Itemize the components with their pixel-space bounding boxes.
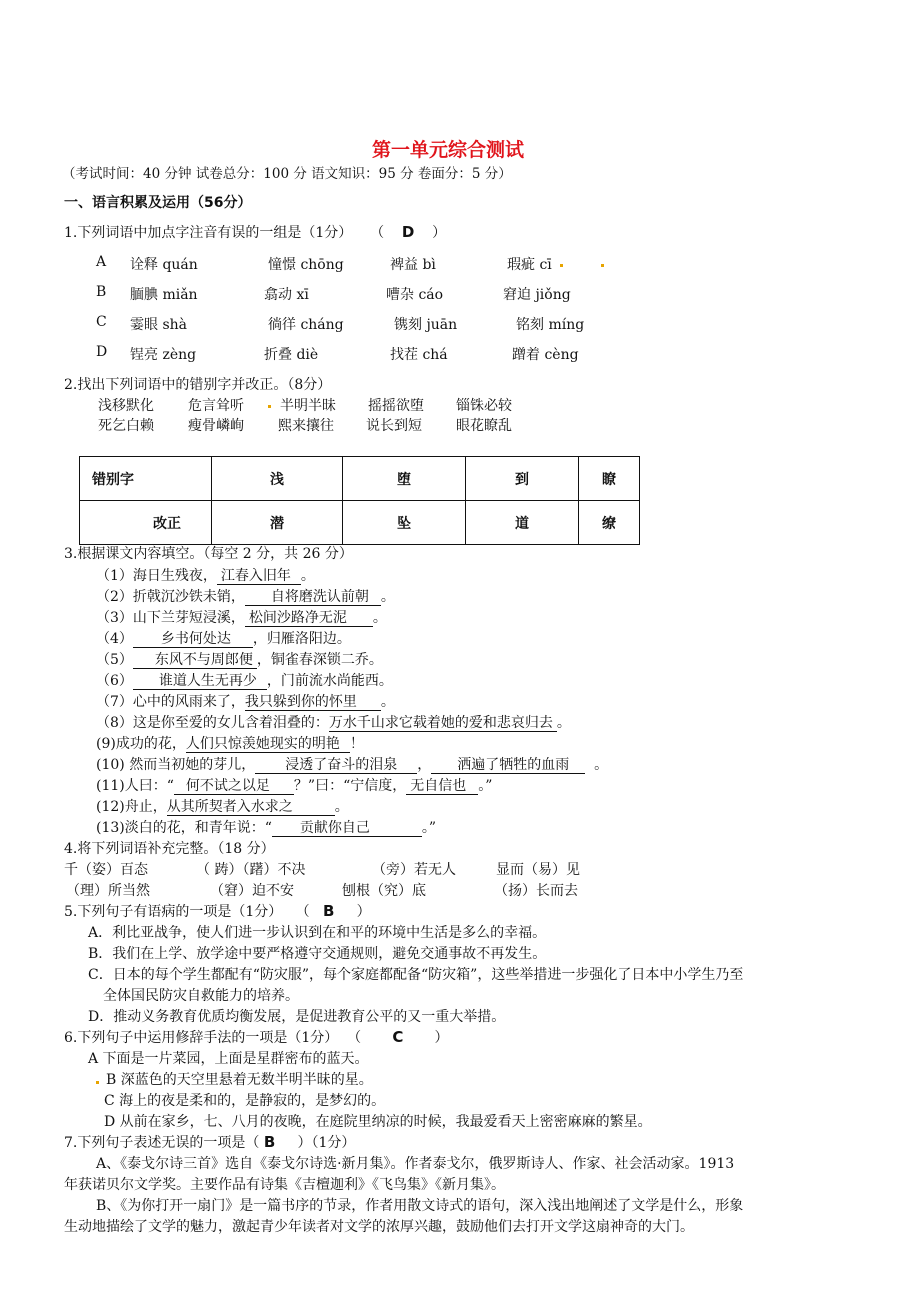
- q4-word: （旁）若无人: [372, 862, 456, 878]
- q1-option-item: 憧憬 chōng: [268, 257, 344, 273]
- q6-stem: 6.下列句子中运用修辞手法的一项是（1分） （ C ）: [64, 1028, 449, 1046]
- q2-word: 摇摇欲堕: [368, 398, 424, 414]
- q2-word: 锱铢必较: [456, 398, 512, 414]
- q4-word: （ 踌）（躇）不决: [196, 862, 306, 878]
- q2-word: 说长到短: [366, 418, 422, 434]
- q4-word: （窘）迫不安: [210, 883, 294, 899]
- table-cell: 浅: [212, 457, 343, 501]
- q3-item: (10) 然而当初她的芽儿， 浸透了奋斗的泪泉 ， 洒遍了牺牲的血雨 。: [96, 757, 609, 773]
- q5-option: 全体国民防灾自救能力的培养。: [103, 988, 299, 1004]
- q3-item: (11)人曰：“ 何不试之以足 ？”曰：“宁信度， 无自信也 。”: [96, 778, 493, 794]
- q2-word: 半明半昧: [280, 398, 336, 414]
- q1-option-item: 徜徉 cháng: [268, 317, 344, 333]
- q2-word: 熙来攘往: [278, 418, 334, 434]
- q1-option-item: 找茬 chá: [390, 347, 448, 363]
- q1-option-item: 锃亮 zèng: [130, 347, 197, 363]
- q7-line: B、《为你打开一扇门》是一篇书序的节录，作者用散文诗式的语句，深入浅出地阐述了文学是什么，形象: [96, 1198, 744, 1214]
- q7-line: A、《泰戈尔诗三首》选自《泰戈尔诗选·新月集》。作者泰戈尔，俄罗斯诗人、作家、社会活动家。1913: [96, 1156, 735, 1172]
- mark-dot: [96, 1081, 99, 1084]
- q1-option-item: 蹭着 cèng: [512, 347, 579, 363]
- q1-option-label: C: [96, 314, 107, 330]
- q4-word: （理）所当然: [66, 883, 150, 899]
- q2-word: 危言耸听: [188, 398, 244, 414]
- q6-option: A 下面是一片菜园，上面是星群密布的蓝天。: [88, 1051, 369, 1067]
- q1-option-item: 霎眼 shà: [130, 317, 187, 333]
- q4-word: 千（姿）百态: [64, 862, 148, 878]
- q6-option: D 从前在家乡，七、八月的夜晚，在庭院里纳凉的时候，我最爱看天上密密麻麻的繁星。: [104, 1114, 652, 1130]
- q1-answer: D: [401, 223, 415, 241]
- q4-stem: 4.将下列词语补充完整。（18 分）: [64, 841, 275, 857]
- exam-info: （考试时间：40 分钟 试卷总分：100 分 语文知识：95 分 卷面分：5 分）: [62, 166, 512, 182]
- q1-option-item: 诠释 quán: [130, 257, 198, 273]
- q1-option-item: 腼腆 miǎn: [130, 287, 198, 303]
- q5-option: A．利比亚战争，使人们进一步认识到在和平的环境中生活是多么的幸福。: [88, 925, 547, 941]
- q3-item: （8）这是你至爱的女儿含着泪叠的：万水千山求它载着她的爱和悲哀归去 。: [96, 715, 571, 731]
- table-cell: 缭: [579, 501, 640, 545]
- q1-option-label: B: [96, 284, 107, 300]
- q3-item: （4） 乡书何处达 ，归雁洛阳边。: [96, 631, 351, 647]
- table-cell: 堕: [343, 457, 466, 501]
- table-row: [80, 501, 640, 545]
- q1-option-label: D: [96, 344, 108, 360]
- mark-dot: [601, 264, 604, 267]
- table-cell: 道: [466, 501, 579, 545]
- q5-stem: 5.下列句子有语病的一项是（1分） （ B ）: [64, 902, 371, 920]
- q1-option-item: 窘迫 jiǒng: [503, 287, 571, 303]
- q4-word: 显而（易）见: [496, 862, 580, 878]
- q3-item: （5） 东风不与周郎便 ，铜雀春深锁二乔。: [96, 652, 383, 668]
- table-cell: 瞭: [579, 457, 640, 501]
- q3-item: (13)淡白的花，和青年说：“ 贡献你自己 。”: [96, 820, 437, 836]
- mark-dot: [560, 264, 563, 267]
- q2-word: 浅移默化: [98, 398, 154, 414]
- q3-item: （7）心中的风雨来了，我只躲到你的怀里 。: [96, 694, 395, 710]
- q1-option-item: 翕动 xī: [264, 287, 309, 303]
- table-cell: 改正: [80, 501, 212, 545]
- q7-line: 年获诺贝尔文学奖。主要作品有诗集《吉檀迦利》《飞鸟集》《新月集》。: [64, 1177, 505, 1193]
- q5-answer: B: [322, 902, 335, 920]
- mark-dot: [268, 405, 271, 408]
- q6-answer: C: [392, 1028, 404, 1046]
- q1-option-label: A: [96, 254, 107, 270]
- q1-option-item: 裨益 bì: [390, 257, 436, 273]
- q7-answer: B: [263, 1133, 276, 1151]
- q5-option: B．我们在上学、放学途中要严格遵守交通规则，避免交通事故不再发生。: [88, 946, 547, 962]
- q2-stem: 2.找出下列词语中的错别字并改正。（8分）: [64, 377, 332, 393]
- q4-word: 刨根（究）底: [342, 883, 426, 899]
- q1-option-item: 嘈杂 cáo: [386, 287, 444, 303]
- q3-item: （2）折戟沉沙铁未销， 自将磨洗认前朝 。: [96, 589, 395, 605]
- q6-option: C 海上的夜是柔和的，是静寂的，是梦幻的。: [104, 1093, 386, 1109]
- q1-stem: 1.下列词语中加点字注音有误的一组是（1分） （ D ）: [64, 223, 447, 241]
- q3-item: (9)成功的花，人们只惊羡她现实的明艳 ！: [96, 736, 364, 752]
- q2-word: 瘦骨嶙峋: [188, 418, 244, 434]
- q1-option-item: 折叠 diè: [264, 347, 319, 363]
- q1-option-item: 镌刻 juān: [394, 317, 458, 333]
- q7-stem: 7.下列句子表述无误的一项是（ B ）（1分）: [64, 1133, 356, 1151]
- page-title: 第一单元综合测试: [372, 139, 525, 161]
- q3-item: （3）山下兰芽短浸溪， 松间沙路净无泥 。: [96, 610, 387, 626]
- q3-item: （1）海日生残夜， 江春入旧年 。: [96, 568, 315, 584]
- table-row: [80, 457, 640, 501]
- table-cell: 到: [466, 457, 579, 501]
- table-cell: 坠: [343, 501, 466, 545]
- section-heading: 一、语言积累及运用（56分）: [64, 195, 252, 211]
- q5-option: C．日本的每个学生都配有“防灾服”，每个家庭都配备“防灾箱”，这些举措进一步强化了日本中小学生乃至: [88, 967, 744, 983]
- q3-item: (12)舟止，从其所契者入水求之 。: [96, 799, 349, 815]
- q1-option-item: 铭刻 míng: [516, 317, 585, 333]
- q4-word: （扬）长而去: [494, 883, 578, 899]
- table-cell: 错别字: [80, 457, 212, 501]
- q3-stem: 3.根据课文内容填空。（每空 2 分，共 26 分）: [64, 546, 353, 562]
- q1-option-item: 瑕疵 cī: [507, 257, 552, 273]
- q2-word: 眼花瞭乱: [456, 418, 512, 434]
- q2-word: 死乞白赖: [98, 418, 154, 434]
- table-cell: 潜: [212, 501, 343, 545]
- q3-item: （6） 谁道人生无再少 ，门前流水尚能西。: [96, 673, 393, 689]
- q7-line: 生动地描绘了文学的魅力，激起青少年读者对文学的浓厚兴趣，鼓励他们去打开文学这扇神奇的大门。: [64, 1219, 694, 1235]
- q5-option: D．推动义务教育优质均衡发展，是促进教育公平的又一重大举措。: [88, 1009, 506, 1025]
- q6-option: B 深蓝色的天空里悬着无数半明半昧的星。: [106, 1072, 373, 1088]
- q2-answer-table: [79, 456, 640, 545]
